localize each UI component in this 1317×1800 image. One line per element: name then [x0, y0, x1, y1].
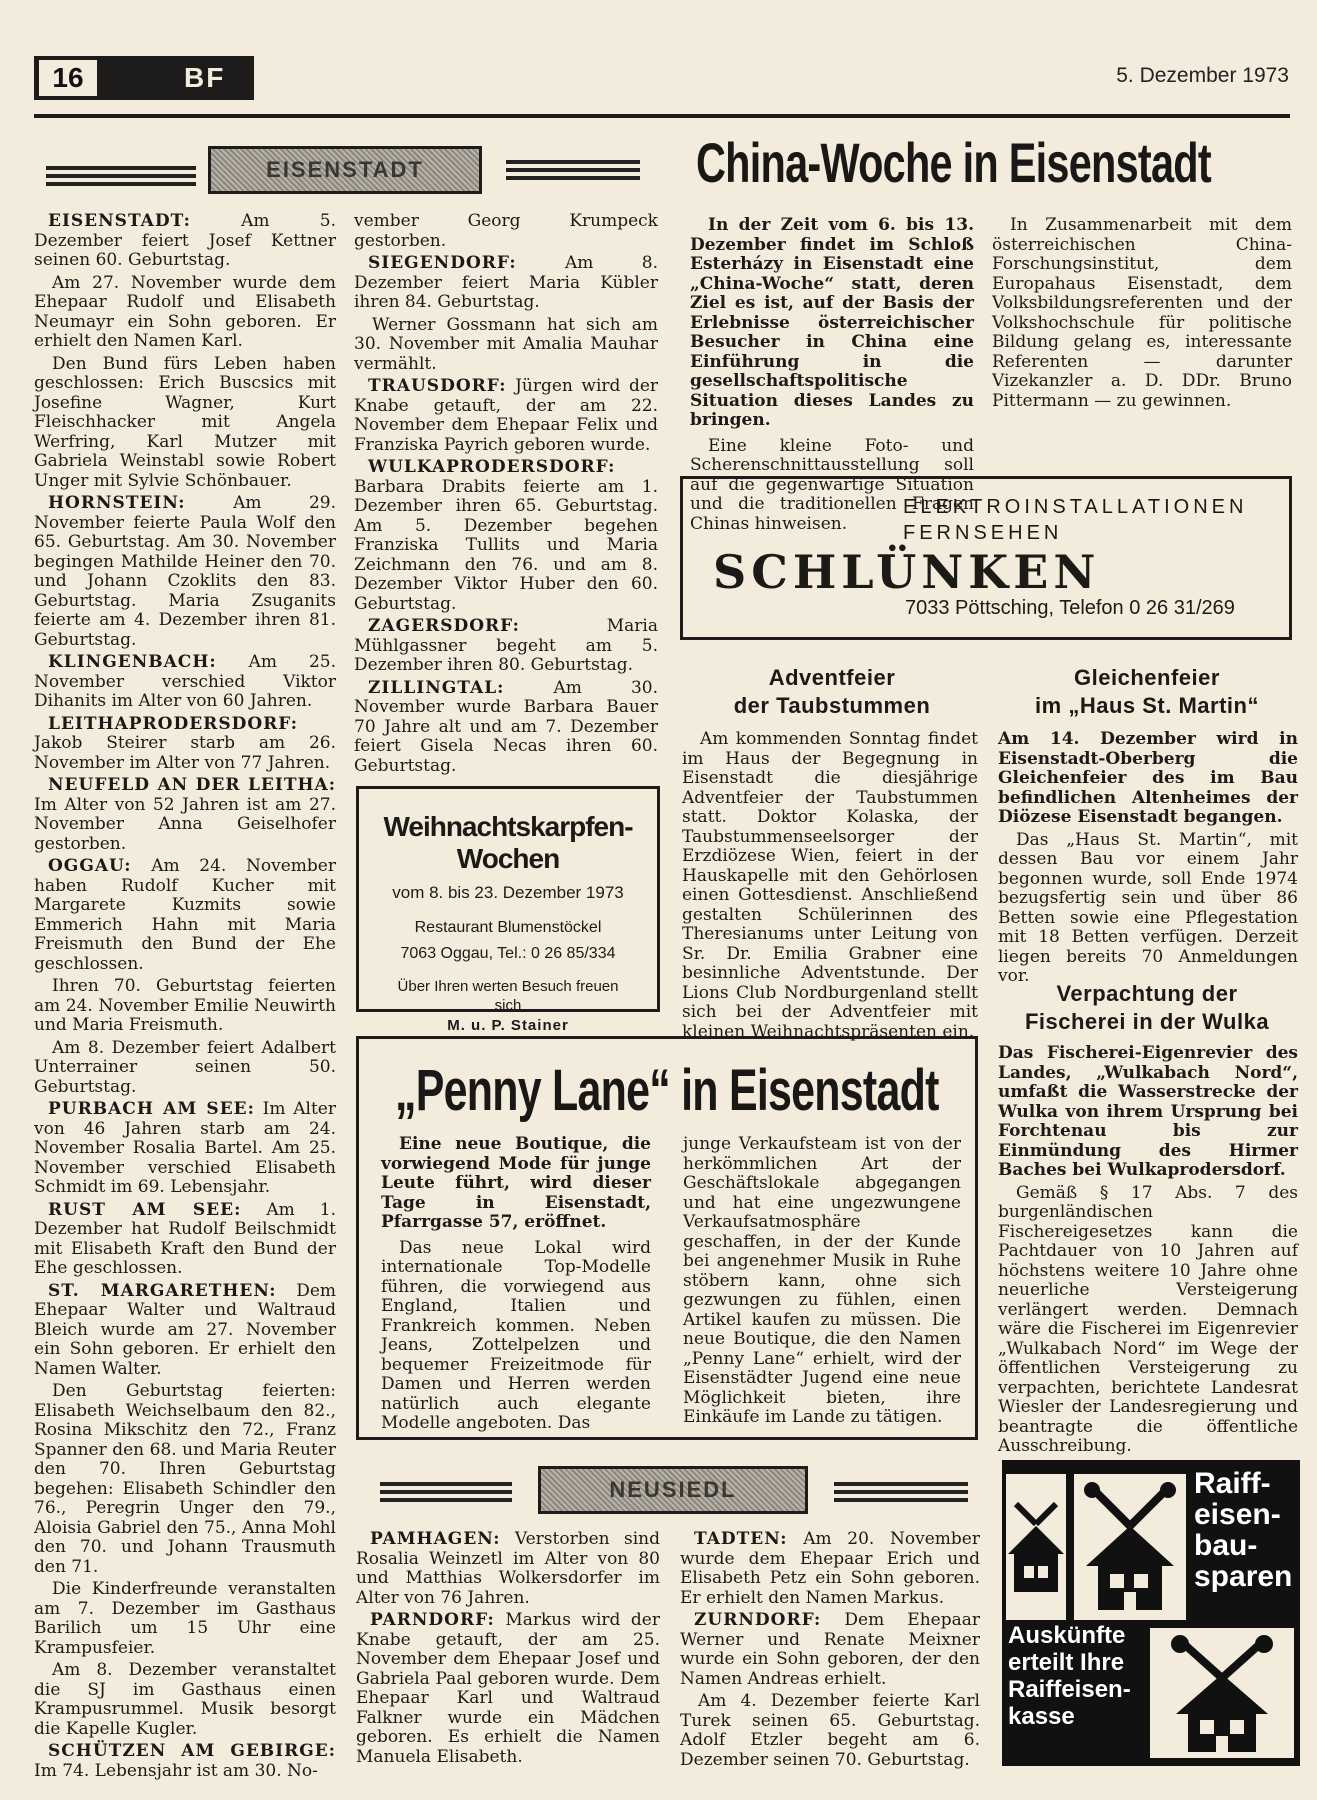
raiffeisen-info-line-4: kasse: [1008, 1703, 1075, 1730]
news-item-text: Am 4. Dezember feierte Karl Turek seinen 65. Geburtstag. Adolf Etzler begeht am 6. Dezember seinen 70. Geburtstag.: [680, 1691, 980, 1770]
china-paragraph-1: Eine kleine Foto- und Scherenschnittausstellung soll auf die gegenwärtige Situation und die traditionellen Fragen Chinas hinweisen.: [690, 435, 974, 534]
fischerei-headline: [998, 980, 1296, 1036]
house-with-crossed-horses-icon: [1006, 1474, 1066, 1620]
penny-lane-lead: Eine neue Boutique, die vorwiegend Mode für junge Leute führt, wird dieser Tage in Eisenstadt, Pfarrgasse 57, eröffnet.: [381, 1134, 651, 1232]
raiffeisen-info-line-1: Auskünfte: [1008, 1622, 1126, 1649]
news-item-text: Jakob Steirer starb am 26. November im Alter von 77 Jahren.: [34, 733, 336, 773]
news-item-place: ZAGERSDORF:: [368, 616, 520, 636]
gleichen-headline-line-2: im „Haus St. Martin“: [1035, 693, 1259, 718]
issue-date: 5. Dezember 1973: [1116, 64, 1289, 87]
eisenstadt-column-1: [34, 212, 336, 1784]
house-with-crossed-horses-icon: [1074, 1474, 1186, 1620]
news-item: [680, 1611, 980, 1689]
news-item-place: OGGAU:: [48, 856, 132, 876]
news-item-text: Barbara Drabits feierte am 1. Dezember ihren 65. Geburtstag. Am 5. Dezember begehen Franziska Tullits und Maria Zeichmann den 76. und am 8. Dezember Viktor Huber den 60. Geburtstag.: [354, 476, 658, 614]
news-item-place: RUST AM SEE:: [48, 1199, 242, 1220]
raiffeisen-logo-1: [1074, 1474, 1186, 1620]
news-item-text: Ihren 70. Geburtstag feierten am 24. November Emilie Neuwirth und Maria Freismuth.: [34, 976, 336, 1035]
news-item-text: Am 30. November wurde Barbara Bauer 70 Jahre alt und am 7. Dezember feiert Gisela Necas ihren 60. Geburtstag.: [354, 677, 659, 776]
news-item-text: Am 24. November haben Rudolf Kucher mit Margarete Kuzmits sowie Emmerich Hahn mit Maria Freismuth den Bund der Ehe geschlossen.: [34, 856, 336, 974]
neusiedl-column-2: [680, 1530, 980, 1773]
news-item: [34, 776, 336, 854]
karpfen-ad-address: 7063 Oggau, Tel.: 0 26 85/334: [400, 945, 616, 962]
news-item-text: Den Bund fürs Leben haben geschlossen: Erich Buscsics mit Josefine Wagner, Kurt Fleischhacker mit Angela Werfring, Karl Mutzer mit Gabriela Weinstabl sowie Robert Unger mit Sylvie Schönbauer.: [34, 353, 336, 491]
news-item-place: SIEGENDORF:: [368, 253, 517, 273]
raiffeisen-title-line-2: eisen-: [1194, 1498, 1281, 1531]
news-item: [34, 1661, 336, 1739]
news-item: [354, 679, 658, 777]
news-item-text: Am 8. Dezember feiert Adalbert Unterrainer seinen 50. Geburtstag.: [34, 1037, 336, 1097]
gleichen-text: Das „Haus St. Martin“, mit dessen Bau vor einem Jahr begonnen wurde, soll Ende 1974 bezugsfertig sein und über 86 Betten sowie eine Pflegestation mit 18 Betten verfügen. Derzeit liegen bereits 70 Anmeldungen vor.: [998, 829, 1298, 986]
raiffeisen-title-line-4: sparen: [1194, 1560, 1293, 1593]
news-item-place: NEUFELD AN DER LEITHA:: [48, 775, 336, 795]
news-item: [680, 1530, 980, 1608]
news-item-text: Dem Ehepaar Walter und Waltraud Bleich wurde am 27. November ein Sohn geboren. Er erhielt den Namen Walter.: [34, 1280, 336, 1379]
fischerei-text: Gemäß § 17 Abs. 7 des burgenländischen Fischereigesetzes kann die Pachtdauer von 10 Jahren auf höchstens weitere 10 Jahre ohne neuerliche Versteigerung verlängert werden. Demnach wäre die Fischerei im Eigenrevier „Wulkabach Nord“ im Wege der öffentlichen Versteigerung zu verpachten, berichtete Landesrat Wiesler der Landesregierung und beantragte die öffentliche Ausschreibung.: [998, 1182, 1298, 1456]
china-lead: In der Zeit vom 6. bis 13. Dezember findet im Schloß Esterházy in Eisenstadt eine „China-Woche“ statt, deren Ziel es ist, auf der Basis der Erlebnisse österreichischer Besucher in China eine Einführung in die gesellschaftspolitische Situation dieses Landes zu bringen.: [690, 215, 974, 430]
news-item-text: Im Alter von 46 Jahren starb am 24. November Rosalia Bartel. Am 25. November verschied Elisabeth Schmidt im 69. Lebensjahr.: [34, 1099, 336, 1197]
news-item: [354, 212, 658, 251]
china-paragraph-2: In Zusammenarbeit mit dem österreichischen China-Forschungsinstitut, dem Europahaus Eisenstadt, dem Volksbildungsreferenten und der Volkshochschule für politische Bildung gelang es, interessante Referenten — darunter Vizekanzler a. D. DDr. Bruno Pittermann — zu gewinnen.: [992, 215, 1292, 411]
section-label-neusiedl: NEUSIEDL: [538, 1466, 808, 1514]
fischerei-headline-line-1: Verpachtung der: [1056, 981, 1238, 1006]
news-item: [34, 1201, 336, 1279]
raiffeisen-info-line-2: erteilt Ihre: [1008, 1649, 1125, 1676]
raiffeisen-ad: [1002, 1460, 1300, 1766]
news-item: [354, 316, 658, 375]
news-item-text: Verstorben sind Rosalia Weinzetl im Alter von 80 und Matthias Wolkersdorfer im Alter von 76 Jahren.: [356, 1529, 661, 1608]
news-item-place: WULKAPRODERSDORF:: [368, 457, 616, 477]
news-item-place: LEITHAPRODERSDORF:: [48, 713, 299, 734]
advent-headline: [682, 664, 982, 720]
news-item-place: TRAUSDORF:: [368, 376, 507, 396]
news-item: [34, 1282, 336, 1380]
penny-lane-paragraph-2: junge Verkaufsteam ist von der herkömmlichen Art der Geschäftslokale abgegangen und hat eine ungezwungene Verkaufsatmosphäre geschaffen, in der der Kunde bei angenehmer Musik in Ruhe stöbern kann, ohne sich gezwungen zu fühlen, einen Artikel kaufen zu müssen. Die neue Boutique, die den Namen „Penny Lane“ erhielt, wird der Eisenstädter Jugend eine neue Möglichkeit bieten, ihre Einkäufe im Lande zu tätigen.: [683, 1134, 961, 1427]
penny-lane-article: [356, 1036, 978, 1440]
karpfen-ad-signature: M. u. P. Stainer: [447, 1017, 569, 1034]
schluenken-name: SCHLÜNKEN: [713, 545, 1101, 599]
page-header-badge: [34, 56, 254, 100]
karpfen-ad-invite: Über Ihren werten Besuch freuen sich: [397, 978, 619, 1014]
section-rule-right-neusiedl: [834, 1480, 968, 1502]
news-item-text: Werner Gossmann hat sich am 30. November mit Amalia Mauhar vermählt.: [354, 314, 658, 374]
advent-text: Am kommenden Sonntag findet im Haus der Begegnung in Eisenstadt die diesjährige Adventfeier der Taubstummen statt. Doktor Kolaska, der Taubstummenseelsorger der Erzdiözese Wien, feiert in der Hauskapelle mit den Gehörlosen einen Gottesdienst. Anschließend gestalten Schülerinnen des Theresianums unter Leitung von Sr. Dr. Emilia Grabner eine besinnliche Adventstunde. Der Lions Club Nordburgenland stellt sich bei der Adventfeier mit kleinen Weihnachtspräsenten ein.: [682, 729, 978, 1042]
raiffeisen-logo-partial: [1006, 1474, 1066, 1620]
news-item-place: ZURNDORF:: [694, 1610, 822, 1630]
penny-lane-column-2: [683, 1135, 961, 1431]
news-item-place: TADTEN:: [694, 1529, 788, 1549]
news-item-text: Jürgen wird der Knabe getauft, der am 22. November dem Ehepaar Felix und Franziska Payrich geboren wurde.: [354, 376, 659, 455]
news-item: [34, 1382, 336, 1577]
news-item: [34, 274, 336, 352]
raiffeisen-logo-2: [1150, 1628, 1294, 1758]
news-item: [354, 377, 658, 455]
news-item: [680, 1692, 980, 1770]
news-item-text: Am 8. Dezember veranstaltet die SJ im Gasthaus einen Krampusrummel. Musik besorgt die Kapelle Kugler.: [34, 1660, 336, 1739]
news-item: [34, 494, 336, 650]
news-item: [34, 653, 336, 712]
news-item: [34, 977, 336, 1036]
news-item: [34, 857, 336, 974]
news-item-text: Am 5. Dezember feiert Josef Kettner seinen 60. Geburtstag.: [34, 211, 336, 270]
fischerei-headline-line-2: Fischerei in der Wulka: [1024, 1009, 1270, 1034]
china-woche-headline: China-Woche in Eisenstadt: [696, 131, 1211, 194]
section-rule-left-neusiedl: [380, 1480, 512, 1502]
news-item-text: Im Alter von 52 Jahren ist am 27. November Anna Geiselhofer gestorben.: [34, 794, 336, 854]
header-rule: [34, 114, 1290, 118]
news-item-place: SCHÜTZEN AM GEBIRGE:: [48, 1741, 336, 1761]
karpfen-ad-restaurant: Restaurant Blumenstöckel: [414, 919, 602, 936]
news-item: [34, 355, 336, 492]
news-item-place: EISENSTADT:: [48, 211, 191, 231]
fischerei-lead: Das Fischerei-Eigenrevier des Landes, „Wulkabach Nord“, umfaßt die Wasserstrecke der Wulka von ihrem Ursprung bei Forchtenau bis zur Einmündung des Hirmer Baches bei Wulkaprodersdorf.: [998, 1043, 1298, 1180]
news-item-place: PARNDORF:: [370, 1610, 495, 1630]
news-item: [34, 212, 336, 271]
news-item-text: Markus wird der Knabe getauft, der am 25. November dem Ehepaar Josef und Gabriela Paal geboren wurde. Dem Ehepaar Karl und Waltraud Falkner wurde ein Mädchen geboren. Es erhielt die Namen Manuela Elisabeth.: [356, 1610, 660, 1767]
news-item-text: Am 8. Dezember feiert Maria Kübler ihren 84. Geburtstag.: [354, 253, 658, 312]
penny-lane-column-1: [381, 1135, 651, 1437]
raiffeisen-info: [1008, 1622, 1131, 1730]
gleichen-headline-line-1: Gleichenfeier: [1074, 665, 1220, 690]
raiffeisen-info-line-3: Raiffeisen-: [1008, 1676, 1131, 1703]
news-item: [354, 254, 658, 313]
news-item: [34, 1580, 336, 1658]
news-item: [34, 1039, 336, 1098]
raiffeisen-title-line-1: Raiff-: [1194, 1467, 1271, 1500]
news-item-text: Die Kinderfreunde veranstalten am 7. Dezember im Gasthaus Barilich um 15 Uhr eine Krampusfeier.: [34, 1579, 336, 1658]
section-rule-left: [46, 164, 196, 186]
news-item-text: Am 29. November feierte Paula Wolf den 65. Geburtstag. Am 30. November begingen Mathilde Heiner den 70. und Johann Czoklits den 83. Geburtstag. Maria Zsuganits feierte am 4. Dezember ihren 81. Geburtstag.: [34, 493, 336, 650]
advent-headline-line-2: der Taubstummen: [733, 693, 931, 718]
penny-lane-headline: „Penny Lane“ in Eisenstadt: [395, 1058, 939, 1123]
news-item-place: ZILLINGTAL:: [368, 677, 505, 698]
section-abbrev: BF: [184, 62, 226, 93]
advent-headline-line-1: Adventfeier: [768, 665, 896, 690]
news-item-place: PURBACH AM SEE:: [48, 1099, 255, 1119]
news-item-text: Maria Mühlgassner begeht am 5. Dezember ihren 80. Geburtstag.: [354, 616, 658, 675]
news-item: [356, 1530, 660, 1608]
raiffeisen-title-line-3: bau-: [1194, 1529, 1258, 1562]
house-with-crossed-horses-icon: [1150, 1628, 1294, 1758]
karpfen-ad: [356, 786, 660, 1034]
news-item-place: HORNSTEIN:: [48, 493, 186, 513]
news-item: [354, 458, 658, 614]
news-item-text: vember Georg Krumpeck gestorben.: [354, 211, 658, 251]
schluenken-ad: [680, 476, 1292, 640]
news-item: [34, 1100, 336, 1198]
gleichen-column: [998, 730, 1298, 990]
schluenken-line-2: FERNSEHEN: [903, 522, 1063, 544]
section-rule-right: [506, 158, 640, 180]
news-item: [354, 617, 658, 676]
news-item-text: Am 20. November wurde dem Ehepaar Erich und Elisabeth Petz ein Sohn geboren. Er erhielt den Namen Markus.: [680, 1529, 980, 1608]
karpfen-ad-dates: vom 8. bis 23. Dezember 1973: [392, 883, 624, 902]
news-item-place: PAMHAGEN:: [370, 1529, 501, 1549]
news-item-place: ST. MARGARETHEN:: [48, 1280, 277, 1301]
china-column-2: [992, 216, 1292, 414]
news-item-text: Am 1. Dezember hat Rudolf Beilschmidt mit Elisabeth Kraft den Bund der Ehe geschlossen.: [34, 1199, 336, 1278]
penny-lane-paragraph-1: Das neue Lokal wird internationale Top-Modelle führen, die vorwiegend aus England, Italien und Frankreich kommen. Neben Jeans, Zottelpelzen und bequemer Freizeitmode für Damen und Herren werden natürlich auch elegante Modelle angeboten. Das: [381, 1237, 651, 1433]
news-item-place: KLINGENBACH:: [48, 652, 217, 672]
raiffeisen-title: [1194, 1468, 1292, 1592]
gleichen-lead: Am 14. Dezember wird in Eisenstadt-Oberberg die Gleichenfeier des im Bau befindlichen Altenheimes der Diözese Eisenstadt begangen.: [998, 729, 1298, 827]
news-item-text: Den Geburtstag feierten: Elisabeth Weichselbaum den 82., Rosina Mikschitz den 72., Franz Spanner den 68. und Maria Reuter den 70. Ihren Geburtstag begehen: Elisabeth Schindler den 76., Peregrin Unger den 79., Aloisia Gabriel den 75., Anna Mohl den 70. und Johann Trausmuth den 71.: [34, 1381, 336, 1577]
karpfen-ad-title: Weihnachtskarpfen-Wochen: [383, 811, 633, 874]
news-item: [34, 715, 336, 774]
news-item-text: Im 74. Lebensjahr ist am 30. No-: [34, 1760, 318, 1781]
neusiedl-column-1: [356, 1530, 660, 1770]
eisenstadt-column-2: [354, 212, 658, 779]
gleichen-headline: [998, 664, 1296, 720]
page-number: 16: [36, 57, 100, 99]
news-item: [34, 1742, 336, 1781]
schluenken-line-1: ELEKTROINSTALLATIONEN: [903, 496, 1248, 518]
news-item-text: Am 25. November verschied Viktor Dihanits im Alter von 60 Jahren.: [34, 652, 337, 711]
news-item-text: Am 27. November wurde dem Ehepaar Rudolf und Elisabeth Neumayr ein Sohn geboren. Er erhielt den Namen Karl.: [34, 272, 336, 351]
schluenken-address: 7033 Pöttsching, Telefon 0 26 31/269: [905, 597, 1235, 619]
news-item: [356, 1611, 660, 1767]
advent-column: [682, 730, 978, 1045]
fischerei-column: [998, 1044, 1298, 1460]
section-label-eisenstadt: EISENSTADT: [208, 146, 482, 194]
news-item-text: Dem Ehepaar Werner und Renate Meixner wurde ein Sohn geboren, der den Namen Andreas erhielt.: [680, 1610, 980, 1689]
